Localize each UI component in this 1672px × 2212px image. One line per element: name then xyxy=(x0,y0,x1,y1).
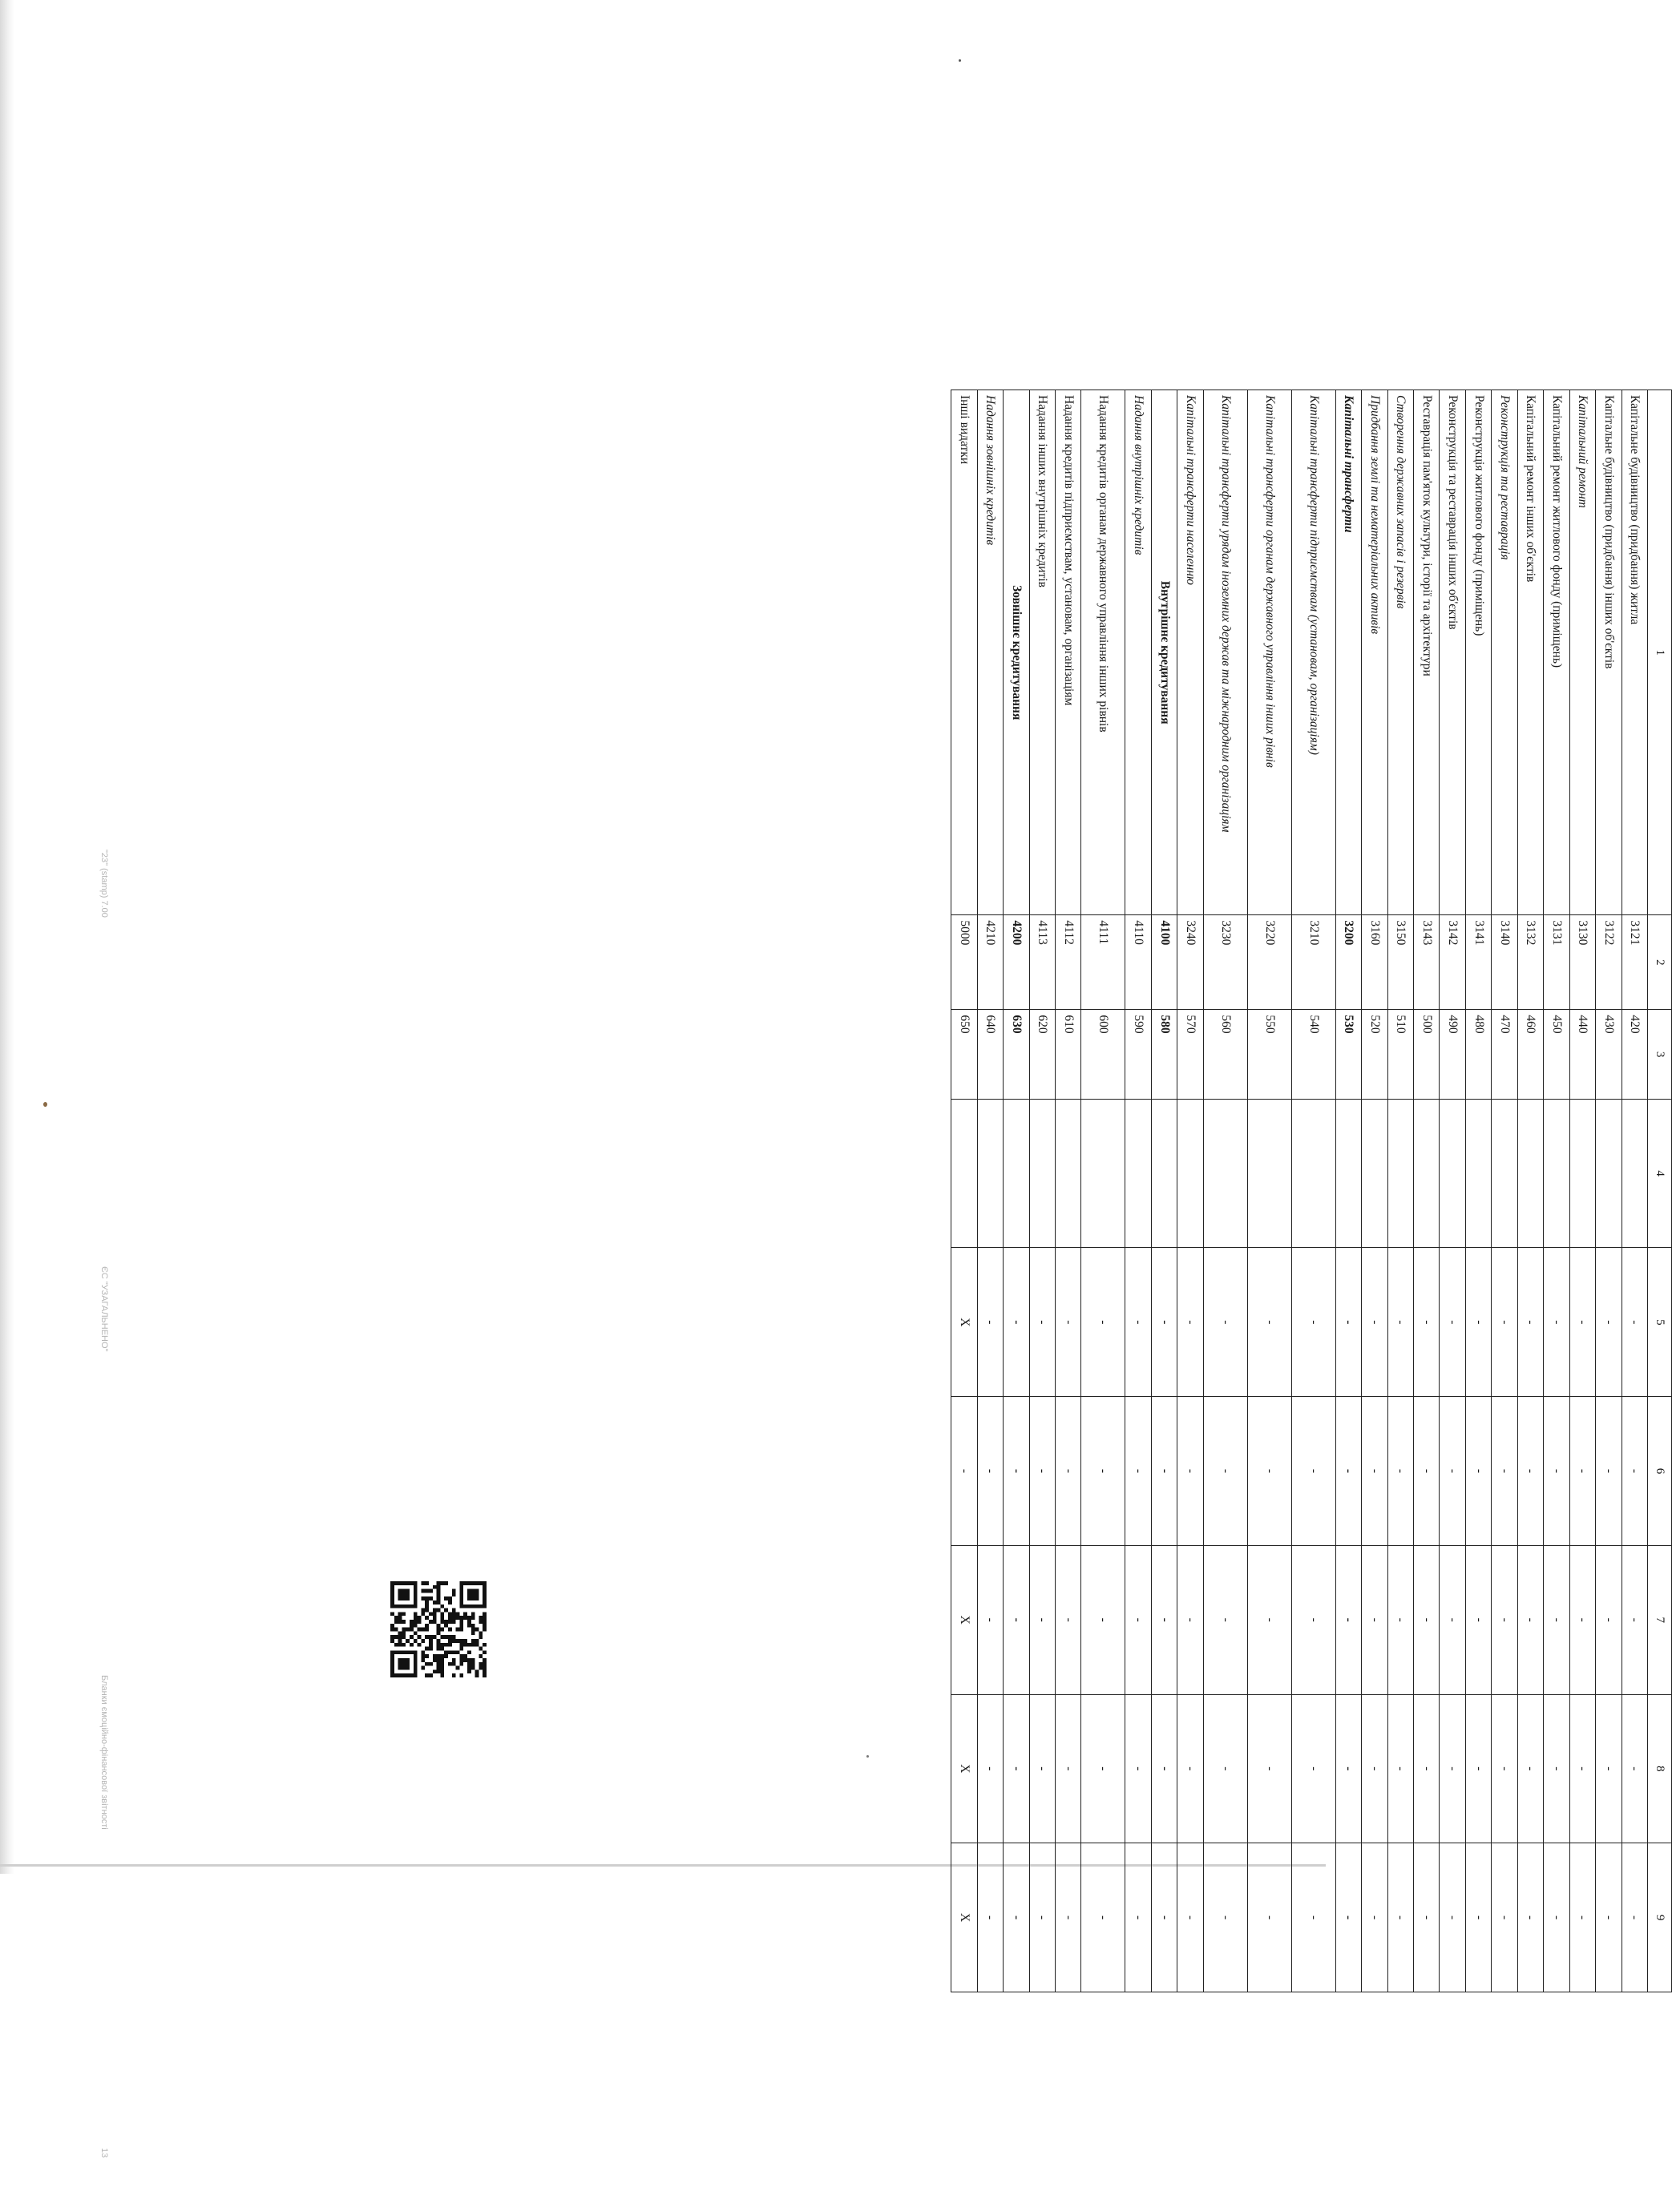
table-row xyxy=(1203,390,1247,1992)
row-value: X xyxy=(951,1694,978,1843)
row-value: - xyxy=(1517,1397,1543,1546)
row-value: - xyxy=(1056,1694,1081,1843)
row-value: - xyxy=(1029,1843,1055,1992)
table-row xyxy=(1517,390,1543,1992)
row-value: - xyxy=(1056,1545,1081,1694)
row-value: - xyxy=(1492,1248,1517,1397)
row-value: - xyxy=(1151,1248,1177,1397)
row-value: - xyxy=(1151,1843,1177,1992)
row-line-number: 550 xyxy=(1247,1010,1291,1099)
row-value xyxy=(1544,1099,1569,1248)
row-line-number: 600 xyxy=(1081,1010,1125,1099)
row-line-number: 420 xyxy=(1622,1010,1647,1099)
row-value: - xyxy=(1544,1248,1569,1397)
footer-left-text: "23" (stamp) 7.00 xyxy=(99,850,109,918)
row-line-number: 540 xyxy=(1291,1010,1335,1099)
row-value: - xyxy=(1362,1397,1387,1546)
row-name: Внутрішнє кредитування xyxy=(1151,390,1177,915)
row-name: Капітальні трансферти підприємствам (установам, організаціям) xyxy=(1291,390,1335,915)
column-number: 2 xyxy=(1648,915,1672,1010)
row-value: - xyxy=(1387,1694,1413,1843)
row-value: - xyxy=(1440,1694,1465,1843)
row-line-number: 640 xyxy=(977,1010,1003,1099)
row-value: - xyxy=(1151,1545,1177,1694)
table-row xyxy=(951,390,978,1992)
row-line-number: 570 xyxy=(1177,1010,1203,1099)
column-number: 3 xyxy=(1648,1010,1672,1099)
row-value: - xyxy=(1387,1545,1413,1694)
row-code: 4113 xyxy=(1029,915,1055,1010)
row-value: - xyxy=(1203,1248,1247,1397)
row-value: - xyxy=(1362,1843,1387,1992)
row-value: - xyxy=(1177,1397,1203,1546)
row-value: - xyxy=(1492,1397,1517,1546)
column-number: 8 xyxy=(1648,1694,1672,1843)
row-value: - xyxy=(1004,1843,1029,1992)
row-value: - xyxy=(1203,1397,1247,1546)
row-value: - xyxy=(1413,1545,1439,1694)
row-line-number: 560 xyxy=(1203,1010,1247,1099)
table-row xyxy=(1492,390,1517,1992)
row-line-number: 490 xyxy=(1440,1010,1465,1099)
scan-dust-spot xyxy=(959,59,961,62)
row-name: Інші видатки xyxy=(951,390,978,915)
row-value: - xyxy=(1247,1843,1291,1992)
row-name: Створення державних запасів і резервів xyxy=(1387,390,1413,915)
row-value: - xyxy=(1492,1843,1517,1992)
row-value: - xyxy=(1413,1694,1439,1843)
row-code: 4111 xyxy=(1081,915,1125,1010)
row-code: 4210 xyxy=(977,915,1003,1010)
row-name: Реконструкція та реставрація інших об'єктів xyxy=(1440,390,1465,915)
column-number: 4 xyxy=(1648,1099,1672,1248)
row-value: - xyxy=(1125,1843,1151,1992)
row-value: - xyxy=(1081,1843,1125,1992)
row-value: - xyxy=(977,1694,1003,1843)
row-value xyxy=(977,1099,1003,1248)
footer-right-text: Бланки ємоційно-фінансової звітності xyxy=(99,1675,109,1830)
row-value: - xyxy=(1151,1397,1177,1546)
row-value: - xyxy=(1004,1545,1029,1694)
row-name: Капітальні трансферти населенню xyxy=(1177,390,1203,915)
row-value: - xyxy=(1465,1545,1491,1694)
row-value: - xyxy=(1413,1397,1439,1546)
row-name: Реконструкція та реставрація xyxy=(1492,390,1517,915)
row-code: 3132 xyxy=(1517,915,1543,1010)
row-value: - xyxy=(1544,1545,1569,1694)
row-value: X xyxy=(951,1843,978,1992)
row-value: - xyxy=(1596,1248,1622,1397)
qr-code xyxy=(390,1581,487,1677)
row-value: - xyxy=(1517,1545,1543,1694)
table-row xyxy=(1362,390,1387,1992)
row-value: - xyxy=(1596,1397,1622,1546)
row-name: Зовнішнє кредитування xyxy=(1004,390,1029,915)
row-code: 3230 xyxy=(1203,915,1247,1010)
row-value: - xyxy=(1387,1397,1413,1546)
row-value: - xyxy=(1291,1694,1335,1843)
table-row xyxy=(1622,390,1647,1992)
row-value: - xyxy=(1622,1694,1647,1843)
row-value: - xyxy=(1569,1843,1595,1992)
row-value xyxy=(1177,1099,1203,1248)
row-value xyxy=(1492,1099,1517,1248)
row-value: - xyxy=(1081,1694,1125,1843)
row-value: - xyxy=(1081,1397,1125,1546)
row-value: - xyxy=(1004,1694,1029,1843)
row-value: - xyxy=(1362,1694,1387,1843)
row-value: - xyxy=(1081,1248,1125,1397)
row-name: Капітальні трансферти органам державного управління інших рівнів xyxy=(1247,390,1291,915)
row-value: - xyxy=(1596,1694,1622,1843)
row-code: 3143 xyxy=(1413,915,1439,1010)
row-name: Капітальний ремонт інших об'єктів xyxy=(1517,390,1543,915)
row-value xyxy=(1517,1099,1543,1248)
row-value: - xyxy=(1335,1694,1361,1843)
row-value: - xyxy=(1247,1397,1291,1546)
row-value xyxy=(1004,1099,1029,1248)
row-value: - xyxy=(1335,1248,1361,1397)
table-row xyxy=(1247,390,1291,1992)
row-name: Капітальне будівництво (придбання) інших об'єктів xyxy=(1596,390,1622,915)
table-row xyxy=(1081,390,1125,1992)
faint-footer xyxy=(93,850,109,2212)
row-value: - xyxy=(977,1545,1003,1694)
row-value: - xyxy=(977,1843,1003,1992)
row-value: - xyxy=(1413,1248,1439,1397)
row-value: - xyxy=(1465,1397,1491,1546)
table-row xyxy=(1029,390,1055,1992)
row-value: - xyxy=(1081,1545,1125,1694)
row-value xyxy=(1387,1099,1413,1248)
row-value: - xyxy=(1029,1694,1055,1843)
table-row xyxy=(1004,390,1029,1992)
row-name: Капітальні трансферти xyxy=(1335,390,1361,915)
row-value: - xyxy=(1413,1843,1439,1992)
row-code: 5000 xyxy=(951,915,978,1010)
table-row xyxy=(1056,390,1081,1992)
row-code: 4110 xyxy=(1125,915,1151,1010)
row-code: 3160 xyxy=(1362,915,1387,1010)
row-value: - xyxy=(1569,1545,1595,1694)
row-line-number: 630 xyxy=(1004,1010,1029,1099)
row-name: Капітальне будівництво (придбання) житла xyxy=(1622,390,1647,915)
row-name: Придбання землі та нематеріальних активів xyxy=(1362,390,1387,915)
row-code: 3150 xyxy=(1387,915,1413,1010)
column-number: 6 xyxy=(1648,1397,1672,1546)
column-number: 9 xyxy=(1648,1843,1672,1992)
row-line-number: 460 xyxy=(1517,1010,1543,1099)
row-name: Капітальний ремонт житлового фонду (приміщень) xyxy=(1544,390,1569,915)
row-value xyxy=(1247,1099,1291,1248)
row-value: - xyxy=(1335,1397,1361,1546)
row-value: - xyxy=(1056,1397,1081,1546)
row-value: - xyxy=(1203,1843,1247,1992)
row-value: - xyxy=(1247,1694,1291,1843)
row-name: Надання кредитів органам державного управління інших рівнів xyxy=(1081,390,1125,915)
row-value xyxy=(1029,1099,1055,1248)
row-value: - xyxy=(1569,1694,1595,1843)
row-value: - xyxy=(1029,1397,1055,1546)
row-line-number: 430 xyxy=(1596,1010,1622,1099)
row-value xyxy=(1569,1099,1595,1248)
row-line-number: 510 xyxy=(1387,1010,1413,1099)
row-value: - xyxy=(1440,1397,1465,1546)
column-number: 1 xyxy=(1648,390,1672,915)
row-value: - xyxy=(1596,1843,1622,1992)
row-value: - xyxy=(1177,1545,1203,1694)
table-row xyxy=(1177,390,1203,1992)
row-value xyxy=(1465,1099,1491,1248)
row-value: - xyxy=(1177,1694,1203,1843)
row-value xyxy=(951,1099,978,1248)
row-line-number: 610 xyxy=(1056,1010,1081,1099)
row-value: - xyxy=(1151,1694,1177,1843)
row-value: - xyxy=(1544,1694,1569,1843)
row-value: - xyxy=(1247,1545,1291,1694)
scan-dust-spot xyxy=(43,1102,47,1107)
row-line-number: 450 xyxy=(1544,1010,1569,1099)
column-number: 7 xyxy=(1648,1545,1672,1694)
row-code: 3220 xyxy=(1247,915,1291,1010)
row-value xyxy=(1622,1099,1647,1248)
row-value: - xyxy=(1291,1248,1335,1397)
row-value: - xyxy=(1622,1545,1647,1694)
scan-dust-spot xyxy=(866,1755,869,1758)
row-value: - xyxy=(1247,1248,1291,1397)
table-row xyxy=(1440,390,1465,1992)
row-value: - xyxy=(1440,1545,1465,1694)
row-value xyxy=(1440,1099,1465,1248)
row-value: - xyxy=(1465,1248,1491,1397)
row-value: - xyxy=(1622,1843,1647,1992)
footer-page-number: 13 xyxy=(99,2148,109,2158)
row-value: - xyxy=(977,1397,1003,1546)
row-value: - xyxy=(1125,1545,1151,1694)
row-name: Капітальний ремонт xyxy=(1569,390,1595,915)
row-code: 3140 xyxy=(1492,915,1517,1010)
row-line-number: 470 xyxy=(1492,1010,1517,1099)
row-value: - xyxy=(1622,1397,1647,1546)
scan-edge-shadow xyxy=(0,0,14,1874)
row-name: Надання інших внутрішніх кредитів xyxy=(1029,390,1055,915)
row-code: 3122 xyxy=(1596,915,1622,1010)
table-row xyxy=(1465,390,1491,1992)
row-code: 3200 xyxy=(1335,915,1361,1010)
row-value: - xyxy=(1362,1248,1387,1397)
row-code: 3121 xyxy=(1622,915,1647,1010)
row-value: - xyxy=(1387,1843,1413,1992)
row-value: X xyxy=(951,1248,978,1397)
row-line-number: 530 xyxy=(1335,1010,1361,1099)
row-value: - xyxy=(1203,1545,1247,1694)
row-value xyxy=(1203,1099,1247,1248)
row-code: 3210 xyxy=(1291,915,1335,1010)
table-row xyxy=(1569,390,1595,1992)
row-value: - xyxy=(1569,1248,1595,1397)
table-row xyxy=(1596,390,1622,1992)
row-value xyxy=(1056,1099,1081,1248)
column-number-header-row xyxy=(1648,390,1672,1992)
row-value: - xyxy=(1596,1545,1622,1694)
row-code: 4100 xyxy=(1151,915,1177,1010)
row-name: Капітальні трансферти урядам іноземних держав та міжнародним організаціям xyxy=(1203,390,1247,915)
row-line-number: 650 xyxy=(951,1010,978,1099)
row-line-number: 590 xyxy=(1125,1010,1151,1099)
row-value xyxy=(1081,1099,1125,1248)
row-value: - xyxy=(1465,1694,1491,1843)
row-code: 3240 xyxy=(1177,915,1203,1010)
row-value: - xyxy=(1569,1397,1595,1546)
row-value: - xyxy=(1125,1248,1151,1397)
table-row xyxy=(977,390,1003,1992)
row-value xyxy=(1413,1099,1439,1248)
row-value xyxy=(1362,1099,1387,1248)
row-value xyxy=(1151,1099,1177,1248)
row-value: - xyxy=(1440,1248,1465,1397)
row-value: - xyxy=(1056,1843,1081,1992)
row-value: - xyxy=(1440,1843,1465,1992)
row-value: - xyxy=(1544,1397,1569,1546)
row-line-number: 580 xyxy=(1151,1010,1177,1099)
row-value: - xyxy=(1492,1694,1517,1843)
row-value: - xyxy=(1125,1694,1151,1843)
row-value: - xyxy=(1544,1843,1569,1992)
row-value: - xyxy=(1362,1545,1387,1694)
row-code: 3141 xyxy=(1465,915,1491,1010)
row-value: - xyxy=(1517,1248,1543,1397)
row-value: - xyxy=(1125,1397,1151,1546)
row-name: Надання зовнішніх кредитів xyxy=(977,390,1003,915)
row-value: - xyxy=(1465,1843,1491,1992)
row-line-number: 480 xyxy=(1465,1010,1491,1099)
row-value xyxy=(1335,1099,1361,1248)
row-value: - xyxy=(1029,1545,1055,1694)
row-value: X xyxy=(951,1545,978,1694)
row-code: 4112 xyxy=(1056,915,1081,1010)
row-value: - xyxy=(1335,1843,1361,1992)
table-row xyxy=(1387,390,1413,1992)
row-value: - xyxy=(1335,1545,1361,1694)
row-value: - xyxy=(1517,1843,1543,1992)
row-value: - xyxy=(1387,1248,1413,1397)
row-line-number: 620 xyxy=(1029,1010,1055,1099)
row-value: - xyxy=(1056,1248,1081,1397)
row-line-number: 440 xyxy=(1569,1010,1595,1099)
row-value: - xyxy=(1622,1248,1647,1397)
row-code: 3130 xyxy=(1569,915,1595,1010)
row-code: 3142 xyxy=(1440,915,1465,1010)
table-row xyxy=(1151,390,1177,1992)
row-value: - xyxy=(1291,1397,1335,1546)
table-row xyxy=(1544,390,1569,1992)
row-code: 3131 xyxy=(1544,915,1569,1010)
row-value: - xyxy=(1492,1545,1517,1694)
row-value: - xyxy=(951,1397,978,1546)
row-value: - xyxy=(1177,1843,1203,1992)
table-row xyxy=(1125,390,1151,1992)
row-code: 4200 xyxy=(1004,915,1029,1010)
row-value xyxy=(1291,1099,1335,1248)
table-row xyxy=(1335,390,1361,1992)
column-number: 5 xyxy=(1648,1248,1672,1397)
row-line-number: 520 xyxy=(1362,1010,1387,1099)
row-value: - xyxy=(1177,1248,1203,1397)
footer-middle-text: ЄС "УЗАГАЛЬНЕНО" xyxy=(99,1266,109,1352)
row-name: Реконструкція житлового фонду (приміщень) xyxy=(1465,390,1491,915)
row-value xyxy=(1596,1099,1622,1248)
budget-expenditure-table xyxy=(951,390,1672,1992)
table-row xyxy=(1291,390,1335,1992)
row-value xyxy=(1125,1099,1151,1248)
row-value: - xyxy=(1517,1694,1543,1843)
row-value: - xyxy=(1004,1397,1029,1546)
row-value: - xyxy=(1291,1843,1335,1992)
row-value: - xyxy=(1029,1248,1055,1397)
row-value: - xyxy=(1004,1248,1029,1397)
row-name: Надання внутрішніх кредитів xyxy=(1125,390,1151,915)
row-value: - xyxy=(1291,1545,1335,1694)
table-row xyxy=(1413,390,1439,1992)
row-name: Надання кредитів підприємствам, установам, організаціям xyxy=(1056,390,1081,915)
row-line-number: 500 xyxy=(1413,1010,1439,1099)
row-name: Реставрація пам'яток культури, історії та архітектури xyxy=(1413,390,1439,915)
row-value: - xyxy=(1203,1694,1247,1843)
row-value: - xyxy=(977,1248,1003,1397)
